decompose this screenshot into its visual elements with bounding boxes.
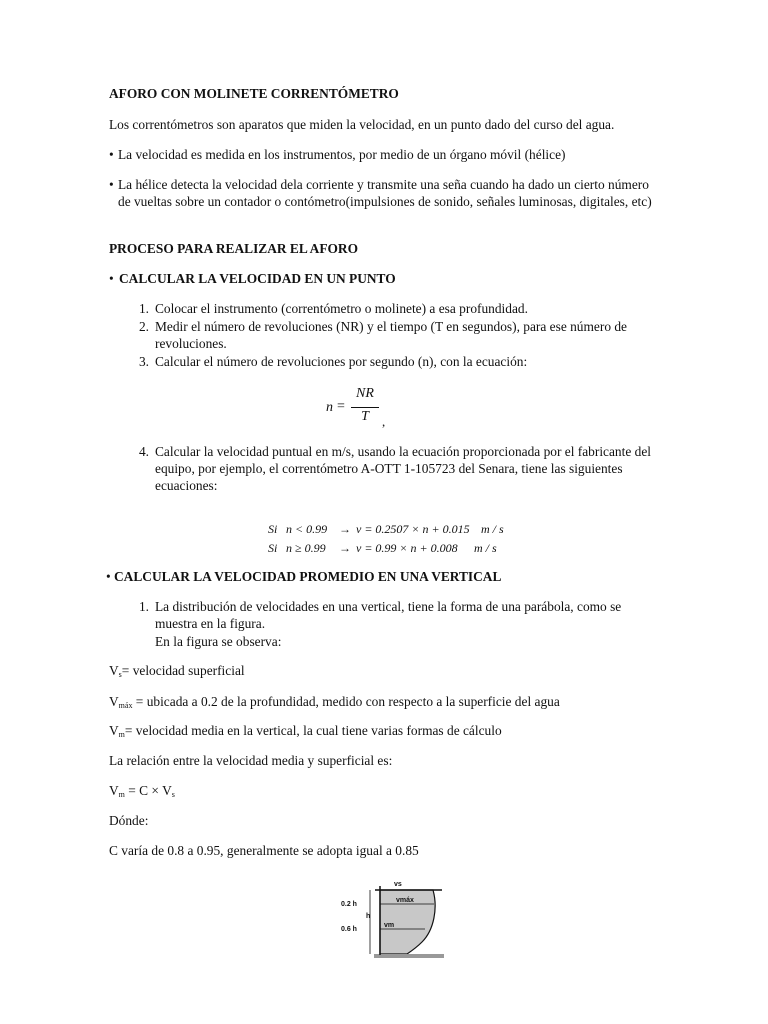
eq-cond: n < 0.99 (286, 522, 328, 536)
bullet-paragraph-1: La velocidad es medida en los instrumentos, por medio de un órgano móvil (hélice) (118, 147, 566, 162)
list-text: Colocar el instrumento (correntómetro o molinete) a esa profundidad. (155, 301, 528, 316)
eq-arrow: → (339, 522, 351, 536)
vmax-symbol: V (109, 694, 119, 709)
eq-si: Si (268, 541, 278, 555)
list-text: En la figura se observa: (155, 634, 282, 649)
eq-denominator: T (361, 409, 369, 424)
document-title: AFORO CON MOLINETE CORRENTÓMETRO (109, 86, 399, 101)
list-text: Calcular la velocidad puntual en m/s, usando la ecuación proporcionada por el fabricante del equipo, por ejemplo, el correntómetro A-OTT 1-105723 del Senara, tiene las siguientes ecuaciones: (155, 444, 652, 493)
relation-mid: = C × V (124, 783, 172, 798)
bullet-paragraph-2: La hélice detecta la velocidad dela corriente y transmite una seña cuando ha dado un cierto número de vueltas sobre un contador o contómetro(impulsiones de sonido, señales luminosas, digitales, etc) (118, 177, 652, 209)
vm-label: vm (384, 922, 395, 929)
relation-equation (109, 782, 669, 803)
vs-text: = velocidad superficial (121, 663, 245, 678)
c-range-text: C varía de 0.8 a 0.95, generalmente se adopta igual a 0.85 (109, 843, 419, 858)
section2-title: CALCULAR LA VELOCIDAD PROMEDIO EN UNA VERTICAL (114, 569, 502, 584)
eq-cond: n ≥ 0.99 (286, 541, 326, 555)
bullet-symbol: • (109, 271, 114, 286)
eq-numerator: NR (356, 386, 374, 401)
eq-expr: v = 0.2507 × n + 0.015 (356, 522, 470, 536)
vm-definition (109, 722, 669, 743)
h-label: h (366, 913, 371, 920)
vs-subscript: s (118, 670, 122, 679)
list-number: 2. (138, 319, 149, 334)
donde-label: Dónde: (109, 813, 149, 828)
vmax-definition (109, 693, 669, 714)
list-text: Medir el número de revoluciones (NR) y el tiempo (T en segundos), para ese número de revoluciones. (155, 319, 627, 351)
intro-paragraph: Los correntómetros son aparatos que miden la velocidad, en un punto dado del curso del agua. (109, 117, 615, 132)
eq-trail: , (382, 414, 386, 429)
list-number: 3. (138, 354, 149, 369)
vmax-text: = ubicada a 0.2 de la profundidad, medido con respecto a la superficie del agua (132, 694, 560, 709)
bullet-symbol: • (106, 569, 111, 584)
list-text: La distribución de velocidades en una vertical, tiene la forma de una parábola, como se muestra en la figura. (155, 599, 622, 631)
vm-symbol: V (109, 723, 119, 738)
bullet-symbol: • (109, 147, 114, 162)
relation-rhs-sub: s (171, 790, 175, 799)
list-number: 1. (138, 599, 149, 614)
bullet-symbol: • (109, 177, 114, 192)
relation-lhs: V (109, 783, 119, 798)
equation-n (326, 386, 406, 432)
h06-label: 0.6 h (341, 926, 357, 933)
equation-row (268, 522, 528, 538)
eq-sign: = (337, 399, 345, 414)
equation-velocity (268, 522, 528, 558)
vs-definition (109, 662, 669, 683)
vmax-subscript: máx (118, 701, 133, 710)
vmax-label: vmáx (396, 897, 414, 904)
eq-arrow: → (339, 541, 351, 555)
list-number: 4. (138, 444, 149, 459)
eq-lhs: n (326, 400, 333, 415)
section1-title: PROCESO PARA REALIZAR EL AFORO (109, 241, 358, 256)
eq-unit: m / s (481, 522, 504, 536)
vs-label: vs (394, 881, 402, 888)
river-bed (374, 954, 444, 958)
velocity-profile-figure (330, 878, 445, 960)
relation-intro: La relación entre la velocidad media y superficial es: (109, 753, 393, 768)
h02-label: 0.2 h (341, 901, 357, 908)
vm-text: = velocidad media en la vertical, la cual tiene varias formas de cálculo (124, 723, 502, 738)
fraction-bar (351, 407, 379, 408)
relation-lhs-sub: m (118, 790, 125, 799)
list-text: Calcular el número de revoluciones por segundo (n), con la ecuación: (155, 354, 528, 369)
section1-subtitle: CALCULAR LA VELOCIDAD EN UN PUNTO (119, 271, 396, 286)
eq-unit: m / s (474, 541, 497, 555)
equation-row (268, 541, 528, 557)
eq-expr: v = 0.99 × n + 0.008 (356, 541, 458, 555)
list-number: 1. (138, 301, 149, 316)
vm-subscript: m (118, 730, 125, 739)
eq-si: Si (268, 522, 278, 536)
vs-symbol: V (109, 663, 119, 678)
